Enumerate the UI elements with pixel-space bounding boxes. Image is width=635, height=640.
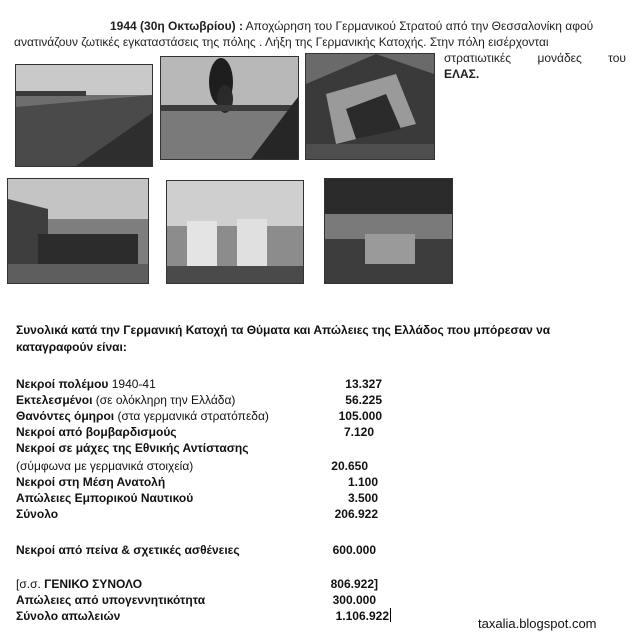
- stat-row-resistance-note: [16, 458, 368, 474]
- stat-row-executed: [16, 392, 382, 408]
- stat-note: (σύμφωνα με γερμανικά στοιχεία): [16, 459, 194, 473]
- stat-row-resistance: [16, 440, 382, 456]
- stat-value: 3.500: [347, 491, 378, 505]
- photo-cavalry-street: [7, 178, 149, 284]
- stat-row-total-loss: [16, 608, 389, 624]
- photo-riders-parade: [166, 180, 304, 284]
- stat-label: Νεκροί πολέμου: [16, 377, 109, 391]
- text-cursor: [390, 608, 391, 622]
- photo-harbor-crowd: [15, 64, 153, 167]
- intro-paragraph: [14, 18, 626, 81]
- stat-row-hostages: [16, 408, 382, 424]
- stat-label: Εκτελεσμένοι: [16, 393, 93, 407]
- intro-line-1: [14, 18, 626, 34]
- photo-smoke-harbor: [160, 56, 299, 160]
- stat-label: Νεκροί από βομβαρδισμούς: [16, 425, 177, 439]
- intro-date: 1944 (30η Οκτωβρίου) :: [110, 19, 243, 33]
- stat-value: 806.922]: [330, 577, 378, 591]
- stat-value: 13.327: [345, 377, 382, 391]
- stat-value: 600.000: [332, 543, 376, 557]
- stat-label: Νεκροί στη Μέση Ανατολή: [16, 475, 166, 489]
- stat-label: Απώλειες Εμπορικού Ναυτικού: [16, 491, 194, 505]
- stat-row-merchant-navy: [16, 490, 378, 506]
- stat-label: Απώλειες από υπογεννητικότητα: [16, 593, 206, 607]
- stat-row-subtotal: [16, 506, 378, 522]
- stat-label: Σύνολο: [16, 507, 59, 521]
- stat-row-birth-loss: [16, 592, 376, 608]
- stat-value: 206.922: [334, 507, 378, 521]
- grand-total-prefix: [σ.σ.: [16, 577, 45, 591]
- stat-note: (σε ολόκληρη την Ελλάδα): [92, 393, 236, 407]
- stat-label: Σύνολο απωλειών: [16, 609, 121, 623]
- stat-row-bombing: [16, 424, 374, 440]
- photo-marching-crowd: [324, 178, 453, 284]
- stat-row-grand-total: [16, 576, 378, 592]
- stat-value: 1.100: [347, 475, 378, 489]
- stat-note: 1940-41: [108, 377, 156, 391]
- stat-row-famine: [16, 542, 376, 558]
- photo-destroyed-building: [305, 53, 435, 160]
- blog-url: taxalia.blogspot.com: [478, 616, 597, 631]
- stat-value: 20.650: [331, 459, 368, 473]
- intro-line-3: στρατιωτικές μονάδες του: [444, 51, 626, 65]
- casualties-heading: Συνολικά κατά την Γερμανική Κατοχή τα Θύματα και Απώλειες της Ελλάδος που μπόρεσαν να καταγραφούν είναι:: [16, 323, 551, 354]
- stat-label: ΓΕΝΙΚΟ ΣΥΝΟΛΟ: [44, 577, 143, 591]
- stat-value: 7.120: [343, 425, 374, 439]
- stat-row-war-dead: [16, 376, 382, 392]
- stat-label: Νεκροί σε μάχες της Εθνικής Αντίστασης: [16, 441, 249, 455]
- stat-value: 300.000: [332, 593, 376, 607]
- intro-line-4: ΕΛΑΣ.: [444, 67, 480, 81]
- stat-label: Νεκροί από πείνα & σχετικές ασθένειες: [16, 543, 240, 557]
- stat-value: 105.000: [338, 409, 382, 423]
- stat-label: Θανόντες όμηροι: [16, 409, 115, 423]
- stat-value: 56.225: [345, 393, 382, 407]
- stat-note: (στα γερμανικά στρατόπεδα): [114, 409, 269, 423]
- intro-line-1-text: Αποχώρηση του Γερμανικού Στρατού από την Θεσσαλονίκη αφού: [242, 19, 594, 33]
- stat-row-middle-east: [16, 474, 378, 490]
- intro-line-2: ανατινάζουν ζωτικές εγκαταστάσεις της πόλης . Λήξη της Γερμανικής Κατοχής. Στην πόλη εισέρχονται: [14, 35, 549, 49]
- stat-value: 1.106.922: [335, 609, 389, 623]
